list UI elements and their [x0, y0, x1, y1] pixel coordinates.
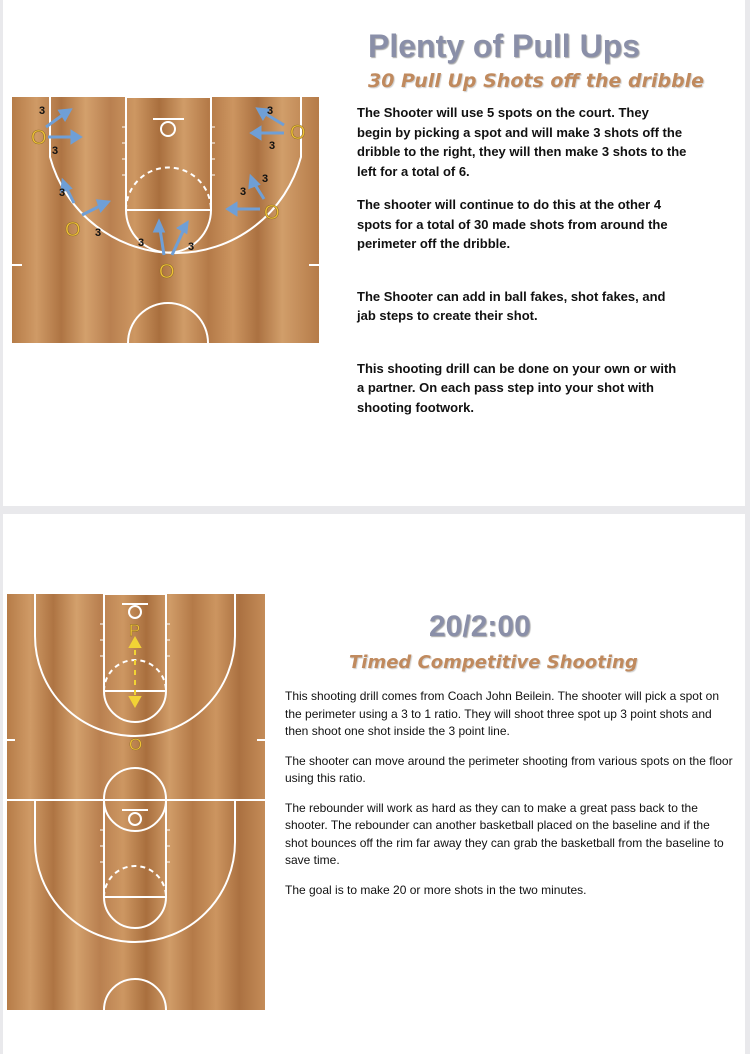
description-paragraph: This shooting drill comes from Coach John Beilein. The shooter will pick a spot on the perimeter using a 3 to 1 ratio. They will shoot three spot up 3 point shots and then shoot one shot inside the 3 point line. [285, 689, 719, 738]
passer-marker: P [129, 621, 141, 640]
shot-count-label: 3 [269, 140, 276, 152]
shooter-spot-right-corner: O [290, 122, 306, 144]
drill-page-timed-competitive-shooting [3, 514, 745, 1054]
description-paragraph: The shooter will continue to do this at the other 4 spots for a total of 30 made shots from around the perimeter off the dribble. [357, 197, 668, 251]
court-diagram-pull-ups [12, 97, 319, 343]
drill-subtitle: 30 Pull Up Shots off the dribble [368, 70, 705, 92]
shooter-spot-left-wing: O [65, 219, 81, 241]
shooter-spot-right-wing: O [264, 202, 280, 224]
shot-count-label: 3 [240, 186, 247, 198]
drill-subtitle: Timed Competitive Shooting [349, 652, 638, 673]
shot-count-label: 3 [59, 187, 66, 199]
shooter-marker: O [129, 735, 143, 754]
description-paragraph: The goal is to make 20 or more shots in the two minutes. [285, 882, 587, 897]
description-paragraph: This shooting drill can be done on your own or with a partner. On each pass step into your shot with shooting footwork. [357, 360, 677, 415]
court-diagram-timed-shooting [7, 594, 265, 1010]
shot-count-label: 3 [262, 173, 269, 185]
shot-count-label: 3 [138, 237, 145, 249]
description-paragraph: The Shooter will use 5 spots on the court. They begin by picking a spot and will make 3 shots off the dribble to the right, they will then make 3 shots to the left for a total of 6. [357, 105, 687, 179]
drill-title: Plenty of Pull Ups [368, 28, 641, 64]
drill-title: 20/2:00 [429, 610, 531, 643]
description-paragraph: The Shooter can add in ball fakes, shot fakes, and jab steps to create their shot. [357, 288, 666, 323]
shot-count-label: 3 [95, 227, 102, 239]
drill-description [357, 103, 687, 431]
shooter-spot-left-corner: O [31, 127, 47, 149]
shot-count-label: 3 [39, 105, 46, 117]
shot-count-label: 3 [188, 241, 195, 253]
drill-description [285, 688, 735, 911]
drill-page-plenty-of-pull-ups [3, 0, 745, 506]
shooter-spot-top: O [159, 261, 175, 283]
shot-count-label: 3 [267, 105, 274, 117]
description-paragraph: The rebounder will work as hard as they can to make a great pass back to the shooter. The rebounder can another basketball placed on the baseline and if the shot bounces off the rim far away they can grab the basketball from the baseline to save time. [285, 800, 724, 867]
shot-count-label: 3 [52, 145, 59, 157]
description-paragraph: The shooter can move around the perimeter shooting from various spots on the floor using this ratio. [285, 753, 733, 785]
